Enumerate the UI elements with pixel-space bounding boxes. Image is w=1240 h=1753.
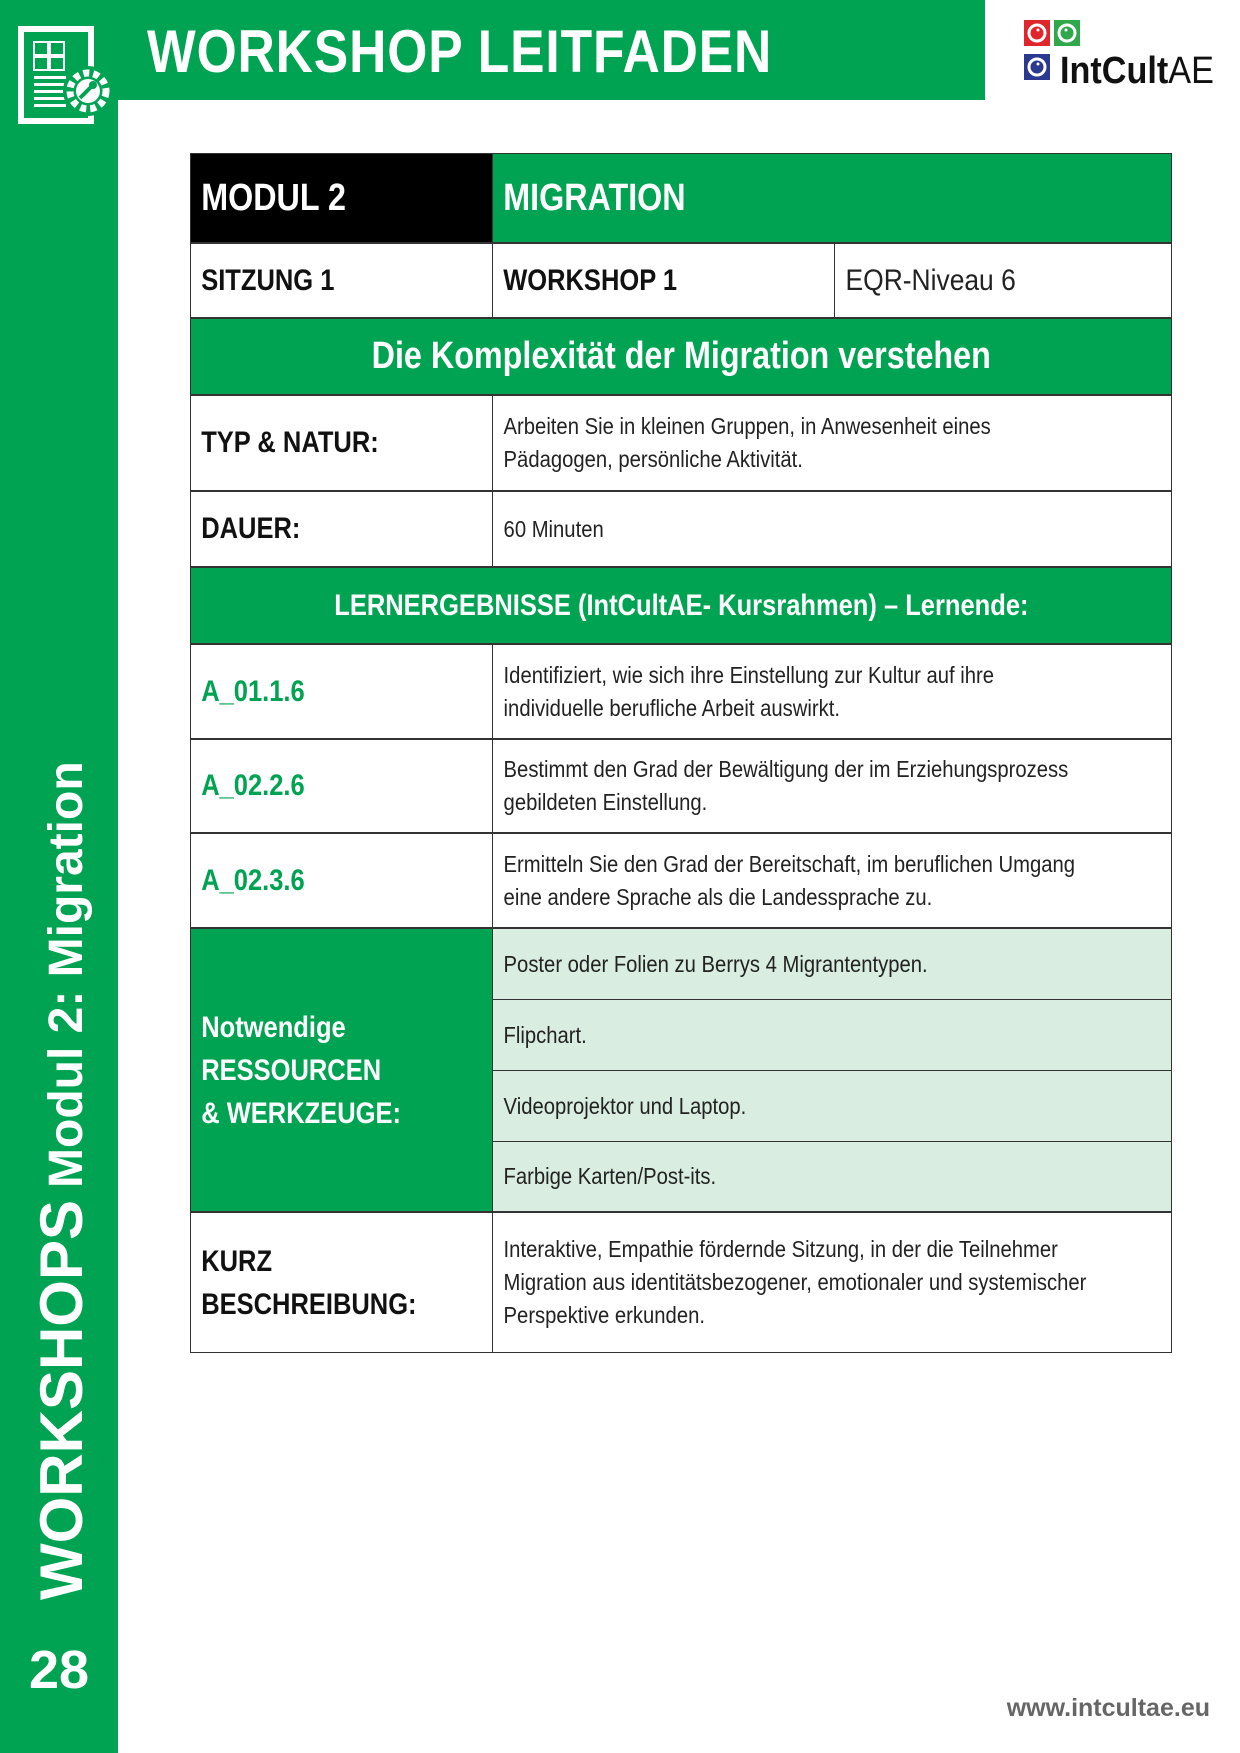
eqr-level: EQR-Niveau 6 — [845, 264, 1016, 297]
outcomes-heading: LERNERGEBNISSE (IntCultAE- Kursrahmen) – Lernende: — [333, 588, 1029, 622]
outcomes-heading-row — [190, 567, 1172, 644]
resources-label-cell — [190, 928, 493, 1212]
workshop-document-gear-icon — [18, 26, 118, 130]
resources-row — [190, 928, 1172, 1212]
workshop-label: WORKSHOP 1 — [503, 263, 678, 297]
session-cell — [190, 243, 493, 318]
type-row — [190, 395, 1172, 491]
outcome-text-cell — [492, 644, 1172, 739]
duration-value: 60 Minuten — [503, 515, 604, 542]
outcome-row — [190, 739, 1172, 833]
outcome-code-cell — [190, 833, 493, 928]
type-label: TYP & NATUR: — [201, 426, 379, 459]
duration-label-cell — [190, 491, 493, 567]
logo-green-face-icon — [1054, 20, 1080, 46]
description-value-cell — [492, 1212, 1172, 1353]
resource-item: Farbige Karten/Post-its. — [492, 1141, 1172, 1212]
outcome-text-cell — [492, 739, 1172, 833]
module-label-cell — [190, 153, 493, 243]
resource-item: Videoprojektor und Laptop. — [492, 1070, 1172, 1142]
outcome-code: A_01.1.6 — [201, 674, 305, 708]
type-value: Arbeiten Sie in kleinen Gruppen, in Anwesenheit eines Pädagogen, persönliche Aktivität. — [503, 413, 991, 472]
workshop-title: Die Komplexität der Migration verstehen — [371, 335, 991, 377]
outcome-text: Identifiziert, wie sich ihre Einstellung zur Kultur auf ihre individuelle berufliche Arbeit auswirkt. — [503, 661, 995, 721]
duration-label: DAUER: — [201, 512, 301, 545]
outcome-text: Ermitteln Sie den Grad der Bereitschaft, im beruflichen Umgang eine andere Sprache als die Landessprache zu. — [503, 850, 1076, 910]
module-name-cell — [492, 153, 1172, 243]
page-header-title: WORKSHOP LEITFADEN — [147, 18, 773, 85]
workshop-cell — [492, 243, 835, 318]
description-value: Interaktive, Empathie fördernde Sitzung, in der die Teilnehmer Migration aus identitätsbezogener, emotionaler und systemischer Perspektive erkunden. — [503, 1236, 1087, 1328]
module-row — [190, 153, 1172, 243]
session-row — [190, 243, 1172, 318]
description-row — [190, 1212, 1172, 1353]
outcomes-heading-cell — [190, 567, 1172, 644]
page-number: 28 — [28, 1640, 90, 1700]
resource-item: Poster oder Folien zu Berrys 4 Migrantentypen. — [492, 928, 1172, 1000]
resources-label: Notwendige RESSOURCEN & WERKZEUGE: — [201, 1010, 401, 1130]
sidebar-title-workshops: WORKSHOPS — [28, 1199, 95, 1600]
outcome-row — [190, 833, 1172, 928]
module-name: MIGRATION — [503, 176, 686, 219]
outcome-code-cell — [190, 739, 493, 833]
workshop-title-cell — [190, 318, 1172, 395]
outcome-code: A_02.2.6 — [201, 769, 305, 802]
outcome-row — [190, 644, 1172, 739]
type-label-cell — [190, 395, 493, 491]
session-label: SITZUNG 1 — [201, 263, 335, 297]
description-label: KURZ BESCHREIBUNG: — [201, 1244, 417, 1321]
footer-website-link[interactable]: www.intcultae.eu — [1006, 1694, 1210, 1722]
intcultae-logo — [1024, 20, 1214, 90]
logo-blue-face-icon — [1024, 54, 1050, 80]
logo-red-face-icon — [1024, 20, 1050, 46]
logo-wordmark: IntCultAE — [1060, 50, 1214, 92]
sidebar-title-module: Modul 2: Migration — [40, 761, 93, 1188]
outcome-code-cell — [190, 644, 493, 739]
outcome-code: A_02.3.6 — [201, 863, 305, 897]
outcome-text: Bestimmt den Grad der Bewältigung der im Erziehungsprozess gebildeten Einstellung. — [503, 756, 1069, 815]
duration-row — [190, 491, 1172, 567]
type-value-cell — [492, 395, 1172, 491]
sidebar-vertical-title — [27, 761, 96, 1600]
description-label-cell — [190, 1212, 493, 1353]
duration-value-cell — [492, 491, 1172, 567]
eqr-cell — [834, 243, 1172, 318]
module-label: MODUL 2 — [201, 176, 346, 219]
workshop-title-row — [190, 318, 1172, 395]
outcome-text-cell — [492, 833, 1172, 928]
resource-item: Flipchart. — [492, 999, 1172, 1071]
